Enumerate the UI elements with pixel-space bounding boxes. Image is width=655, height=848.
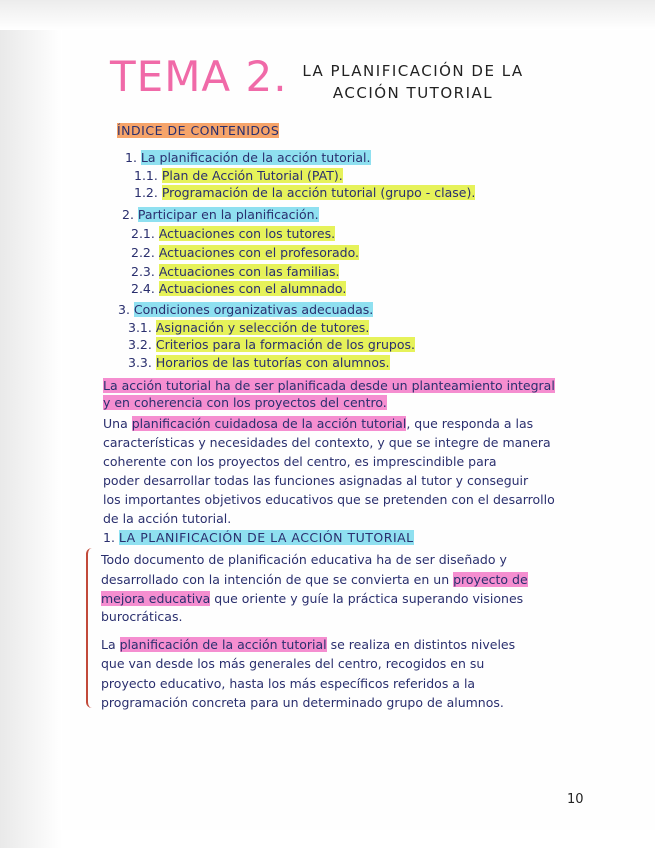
para1-rest: , que responda a las [406, 416, 534, 431]
para2-line: burocráticas. [101, 609, 183, 624]
index-num: 1.2. [134, 185, 158, 200]
page-title: TEMA 2. [110, 52, 288, 101]
para1-line: características y necesidades del contexto, y que se integre de manera [103, 435, 551, 450]
index-num: 2.2. [131, 245, 155, 260]
para2-line: Todo documento de planificación educativa ha de ser diseñado y [101, 552, 507, 567]
index-text: Plan de Acción Tutorial (PAT). [161, 168, 343, 183]
index-text: Criterios para la formación de los grupos. [155, 337, 415, 352]
index-num: 1. [125, 150, 137, 165]
index-item [134, 168, 343, 183]
index-num: 2. [122, 207, 134, 222]
intro-text: La acción tutorial ha de ser planificada desde un planteamiento integral [103, 378, 555, 393]
section-title: LA PLANIFICACIÓN DE LA ACCIÓN TUTORIAL [118, 530, 414, 545]
index-num: 2.1. [131, 226, 155, 241]
index-text: Asignación y selección de tutores. [155, 320, 370, 335]
para1-line: de la acción tutorial. [103, 511, 232, 526]
para2-text: desarrollado con la intención de que se convierta en un [101, 572, 450, 587]
page-subtitle [288, 60, 538, 104]
para2-highlight: proyecto de [453, 572, 528, 587]
para1-line: los importantes objetivos educativos que se pretenden con el desarrollo [103, 492, 555, 507]
page-shadow-top [0, 0, 655, 30]
index-text: Actuaciones con las familias. [158, 264, 340, 279]
para1-lead: Una [103, 416, 128, 431]
para2-highlight: mejora educativa [101, 591, 211, 606]
index-num: 2.4. [131, 281, 155, 296]
index-num: 3.1. [128, 320, 152, 335]
index-text: Actuaciones con el profesorado. [158, 245, 360, 260]
margin-bracket [86, 548, 98, 708]
index-item [118, 302, 373, 317]
para2-text: que oriente y guíe la práctica superando visiones [214, 591, 524, 606]
para1-line: poder desarrollar todas las funciones asignadas al tutor y conseguir [103, 473, 529, 488]
section-heading [103, 530, 414, 545]
index-text: La planificación de la acción tutorial. [140, 150, 371, 165]
index-item [131, 226, 335, 241]
index-text: Programación de la acción tutorial (grupo - clase). [161, 185, 476, 200]
index-item [122, 207, 319, 222]
index-heading-text: ÍNDICE DE CONTENIDOS [117, 123, 280, 138]
index-text: Actuaciones con el alumnado. [158, 281, 347, 296]
index-item [131, 281, 346, 296]
para2-line [101, 572, 528, 587]
index-num: 3. [118, 302, 130, 317]
para3-line: proyecto educativo, hasta los más específicos referidos a la [101, 676, 476, 691]
index-num: 2.3. [131, 264, 155, 279]
index-num: 3.3. [128, 355, 152, 370]
intro-line-2 [103, 395, 387, 410]
intro-line-1 [103, 378, 555, 393]
para1-highlight: planificación cuidadosa de la acción tutorial [131, 416, 407, 431]
para2-line [101, 591, 523, 606]
para1-line: coherente con los proyectos del centro, es imprescindible para [103, 454, 497, 469]
index-item [128, 355, 390, 370]
section-num: 1. [103, 530, 115, 545]
index-text: Actuaciones con los tutores. [158, 226, 336, 241]
index-text: Horarios de las tutorías con alumnos. [155, 355, 390, 370]
index-num: 3.2. [128, 337, 152, 352]
para3-lead: La [101, 637, 116, 652]
index-item [128, 320, 369, 335]
index-item [134, 185, 475, 200]
index-num: 1.1. [134, 168, 158, 183]
index-text: Condiciones organizativas adecuadas. [133, 302, 374, 317]
index-item [131, 264, 339, 279]
para1-line [103, 416, 533, 431]
para3-line: programación concreta para un determinado grupo de alumnos. [101, 695, 504, 710]
index-heading [117, 123, 279, 138]
para3-line: que van desde los más generales del centro, recogidos en su [101, 656, 485, 671]
intro-text: y en coherencia con los proyectos del centro. [103, 395, 387, 410]
para3-rest: se realiza en distintos niveles [330, 637, 516, 652]
subtitle-line-1: LA PLANIFICACIÓN DE LA [302, 62, 524, 80]
index-item [128, 337, 415, 352]
index-item [125, 150, 371, 165]
page-shadow-left [0, 0, 62, 848]
index-item [131, 245, 359, 260]
para3-line [101, 637, 515, 652]
para3-highlight: planificación de la acción tutorial [119, 637, 327, 652]
page-number: 10 [567, 792, 584, 807]
subtitle-line-2: ACCIÓN TUTORIAL [332, 84, 494, 102]
index-text: Participar en la planificación. [137, 207, 319, 222]
